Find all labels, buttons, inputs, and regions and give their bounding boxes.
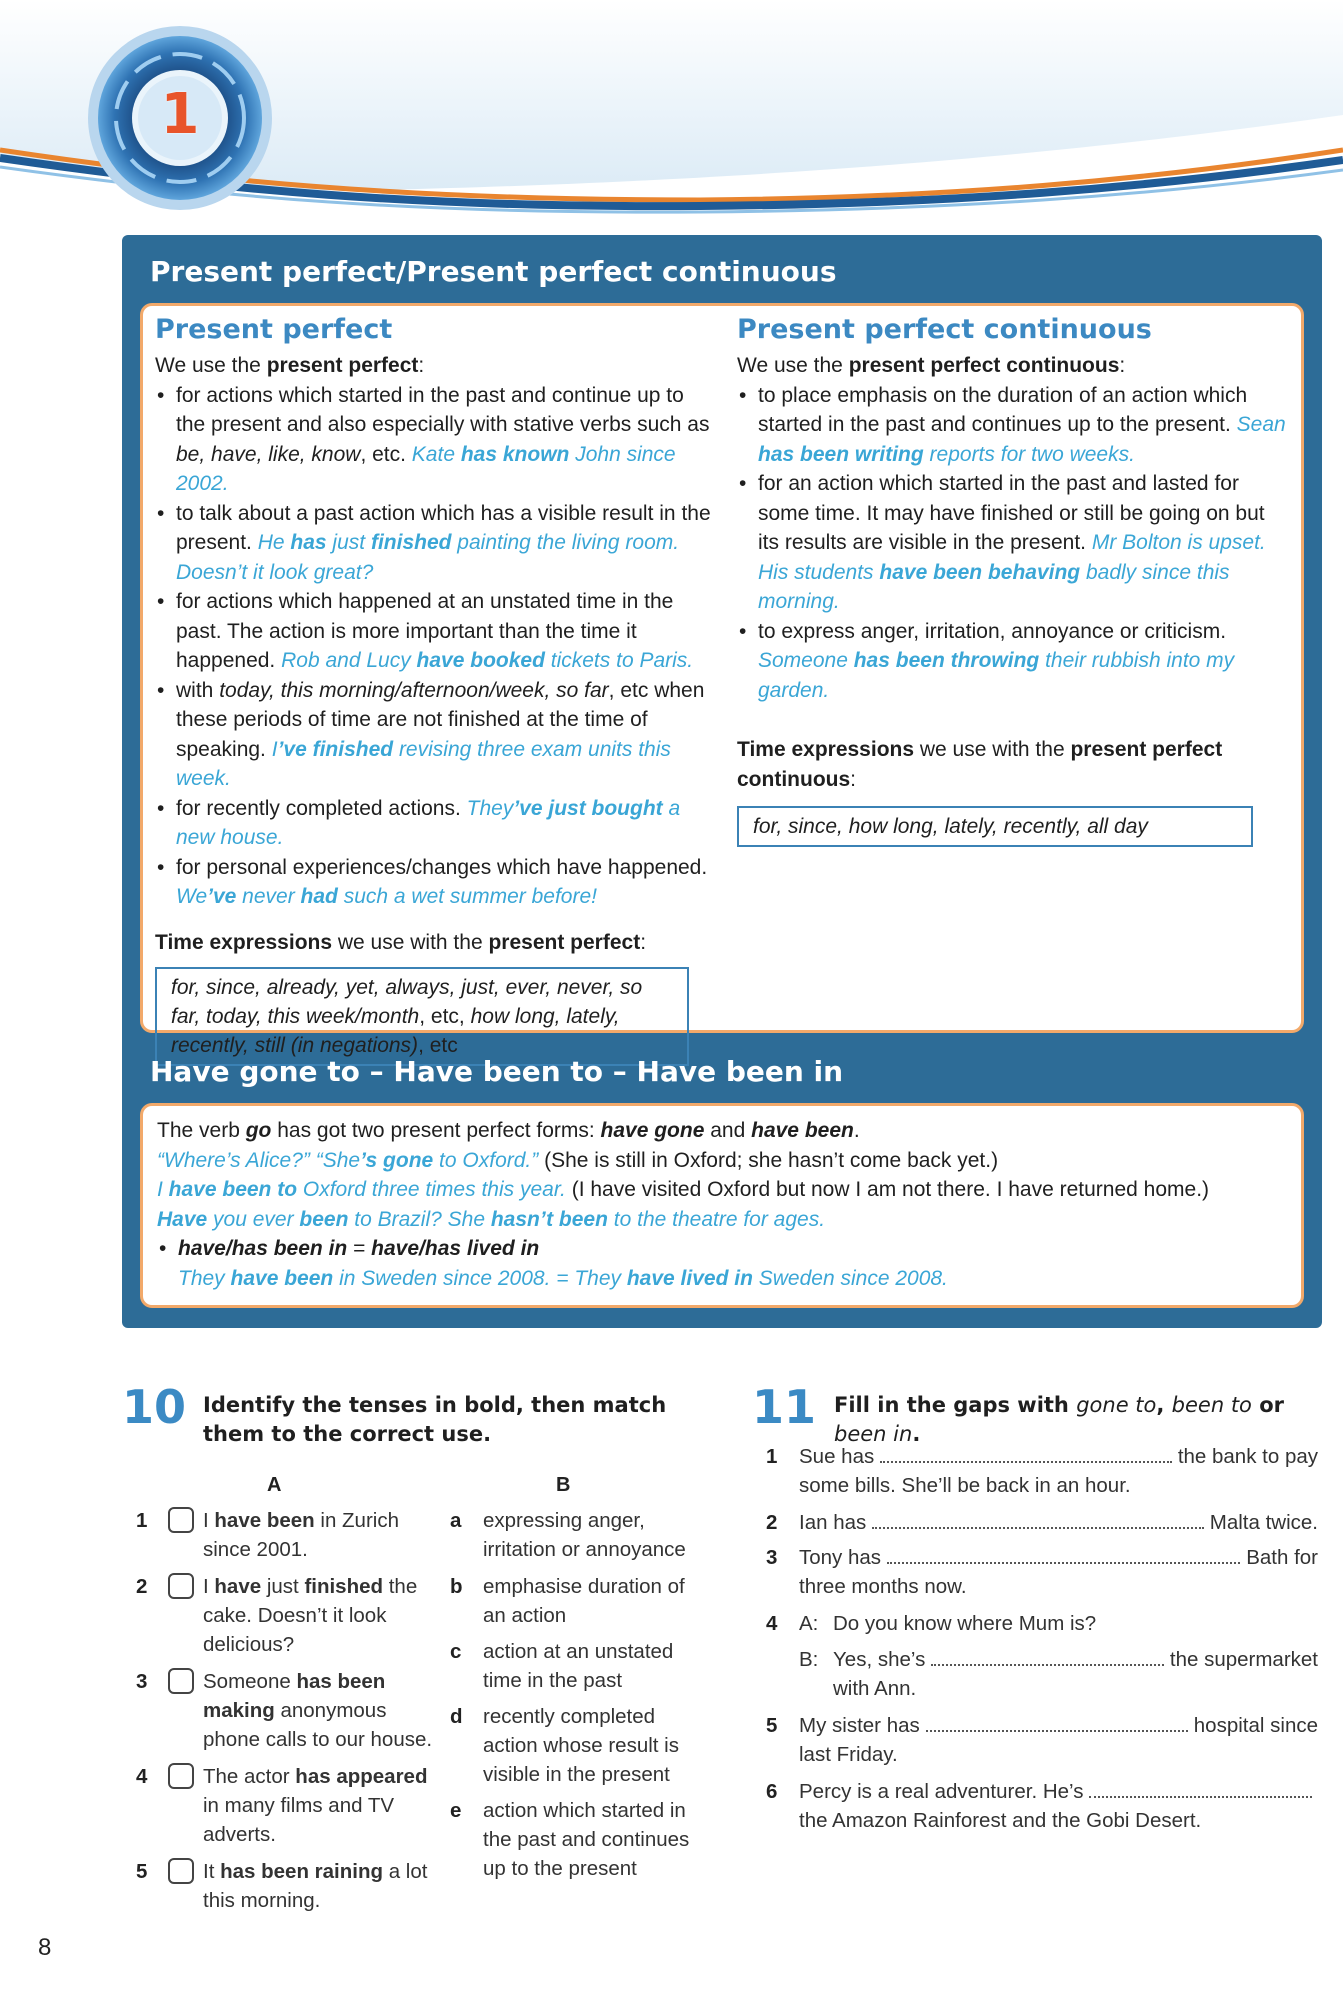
gone-line-3: I have been to Oxford three times this year. (I have visited Oxford but now I am not there. I have returned home.) [157,1178,1210,1201]
gone-line-4: Have you ever been to Brazil? She hasn’t been to the theatre for ages. [157,1207,826,1231]
grammar-panel [122,235,1322,1328]
have-gone-title: Have gone to – Have been to – Have been in [150,1055,844,1088]
ex10-item-5: 5 It has been raining a lot this morning. [136,1860,428,1912]
ex10-item-2: 2 I have just finished the cake. Doesn’t it look delicious? [136,1575,418,1656]
pp-intro: We use the present perfect: [155,354,425,377]
have-gone-box [140,1103,1304,1308]
ex10-option-e: e action which started in the past and continues up to the present [450,1799,690,1880]
gone-list [157,1234,1287,1264]
ppc-bullet-1: • to place emphasis on the duration of an action which started in the past and continues up to the present. Sean has been writing reports for two weeks. [737,381,1287,470]
ex10-item-4-checkbox[interactable] [168,1763,194,1789]
exercise-10-number: 10 [122,1380,187,1434]
ex11-item-4-gap[interactable] [931,1648,1164,1666]
gone-line-1: The verb go has got two present perfect forms: have gone and have been. [157,1119,860,1142]
ex10-option-d: d recently completed action whose result is visible in the present [450,1705,679,1786]
ppc-bullet-3: • to express anger, irritation, annoyance or criticism. Someone has been throwing their rubbish into my garden. [737,617,1287,706]
ex10-option-c: c action at an unstated time in the past [450,1640,674,1692]
gone-bullet: • have/has been in = have/has lived in [157,1234,1287,1264]
unit-number: 1 [160,82,200,147]
column-a-heading: A [267,1474,282,1496]
ex10-item-3: 3 Someone has been making anonymous phone calls to our house. [136,1670,433,1751]
pp-bullet-1: • for actions which started in the past and continue up to the present and also especially with stative verbs such as be, have, like, know, etc. Kate has known John since 2002. [155,381,715,499]
pp-column [155,314,715,1066]
column-b-heading: B [556,1474,571,1496]
ex11-item-6: 6 Percy is a real adventurer. He’s the Amazon Rainforest and the Gobi Desert. [766,1777,1318,1835]
ppc-title: Present perfect continuous [737,314,1152,345]
pp-title: Present perfect [155,314,393,345]
pp-time-expressions-box: for, since, already, yet, always, just, ever, never, so far, today, this week/month, etc, how long, lately, recently, still (in negations), etc [155,967,689,1066]
exercise-10-instruction: Identify the tenses in bold, then match them to the correct use. [203,1393,667,1446]
ex10-item-5-checkbox[interactable] [168,1858,194,1884]
ex11-item-5: 5 My sister has hospital since last Friday. [766,1714,1318,1766]
pp-bullet-3: • for actions which happened at an unstated time in the past. The action is more important than the time it happened. Rob and Lucy have booked tickets to Paris. [155,587,715,676]
ex11-item-1-gap[interactable] [880,1445,1172,1463]
ex11-item-6-gap[interactable] [1089,1780,1312,1798]
pp-time-expressions-label: Time expressions we use with the present perfect: [155,930,647,954]
pp-bullet-2: • to talk about a past action which has a visible result in the present. He has just finished painting the living room. Doesn’t it look great? [155,499,715,588]
ex10-item-3-checkbox[interactable] [168,1668,194,1694]
ex10-option-a: a expressing anger, irritation or annoyance [450,1509,686,1561]
ex11-item-5-gap[interactable] [926,1714,1188,1732]
ex11-item-4: 4 A: Do you know where Mum is? B: Yes, she’s the supermarket with Ann. [766,1612,1318,1700]
pp-bullet-4: • with today, this morning/afternoon/week, so far, etc when these periods of time are not finished at the time of speaking. I’ve finished revising three exam units this week. [155,676,715,794]
ex11-item-3: 3 Tony has Bath for three months now. [766,1546,1318,1598]
ppc-time-expressions-label: Time expressions we use with the present perfect continuous: [737,738,1223,791]
ppc-bullet-2: • for an action which started in the past and lasted for some time. It may have finished or still be going on but its results are visible in the present. Mr Bolton is upset. His students have been behaving badly since this morning. [737,469,1287,617]
gone-line-6: They have been in Sweden since 2008. = They have lived in Sweden since 2008. [178,1266,948,1290]
ex11-item-2: 2 Ian has Malta twice. [766,1511,1318,1534]
ex10-option-b: b emphasise duration of an action [450,1575,685,1627]
exercise-11-instruction: Fill in the gaps with gone to, been to or been in. [834,1393,1285,1446]
gone-line-2: “Where’s Alice?” “She’s gone to Oxford.” (She is still in Oxford; she hasn’t come back yet.) [157,1148,999,1172]
ppc-time-expressions-box: for, since, how long, lately, recently, all day [737,806,1253,847]
ex11-item-3-gap[interactable] [887,1546,1240,1564]
page-number: 8 [38,1934,52,1961]
exercise-11-number: 11 [752,1380,817,1434]
ex10-item-2-checkbox[interactable] [168,1573,194,1599]
ppc-intro: We use the present perfect continuous: [737,354,1126,377]
pp-list [155,381,715,912]
pp-bullet-5: • for recently completed actions. They’ve just bought a new house. [155,794,715,853]
panel-title: Present perfect/Present perfect continuous [150,255,837,288]
present-perfect-box [140,303,1304,1057]
pp-bullet-6: • for personal experiences/changes which have happened. We’ve never had such a wet summer before! [155,853,715,912]
ex11-item-2-gap[interactable] [872,1511,1204,1529]
ex11-item-1: 1 Sue has the bank to pay some bills. She’ll be back in an hour. [766,1445,1318,1497]
ppc-list [737,381,1287,706]
ppc-column [737,314,1287,847]
ex10-item-1: 1 I have been in Zurich since 2001. [136,1509,399,1561]
ex10-item-1-checkbox[interactable] [168,1507,194,1533]
ex10-item-4: 4 The actor has appeared in many films and TV adverts. [136,1765,428,1846]
